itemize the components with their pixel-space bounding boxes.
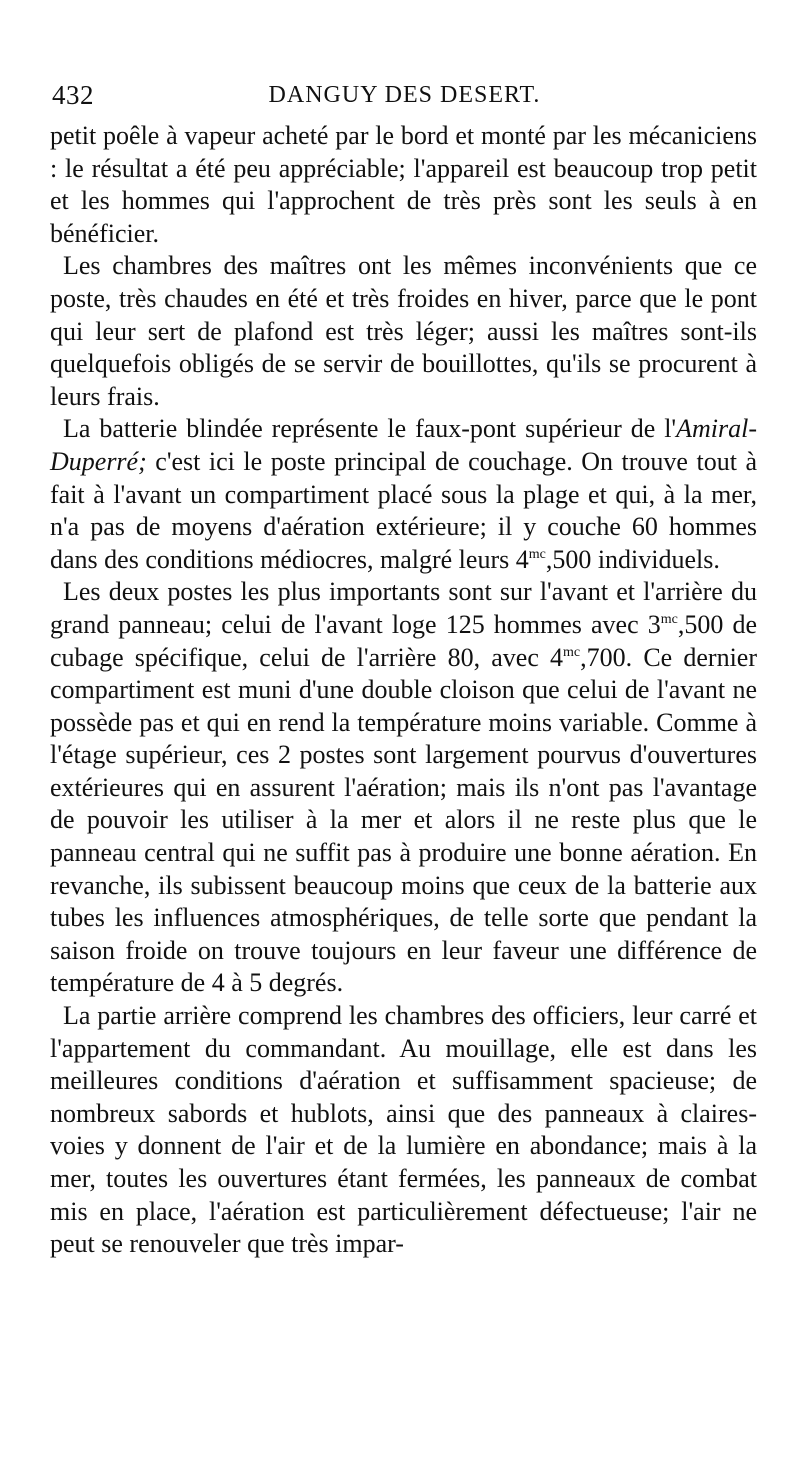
paragraph-4-text-b: ,500 de cubage spécifique, celui de l'arrière 80, avec 4 [50,609,758,672]
paragraph-2: Les chambres des maîtres ont les mêmes inconvénients que ce poste, très chaudes en été et très froides en hiver, parce que le pont qui leur sert de plafond est très léger; aussi les maîtres sont-ils quelquefois obligés de se servir de bouillottes, qu'ils se procurent à leurs frais. [50,251,757,411]
paragraph-3-text-b: c'est ici le poste principal de couchage. On trouve tout à fait à l'avant un compartiment placé sous la plage et qui, à la mer, n'a pas de moyens d'aération extérieure; il y couche 60 hommes dans des conditions médiocres, malgré leurs 4 [50,446,757,574]
body-text [50,120,757,1261]
page-number: 432 [52,80,94,110]
page-header [52,80,757,120]
unit-superscript: mc [563,644,581,660]
paragraph-4-text-a: Les deux postes les plus importants sont sur l'avant et l'arrière du grand panneau; celui de l'avant loge 125 hommes avec 3 [50,577,757,639]
running-title: DANGUY DES DESERT. [268,82,541,108]
paragraph-5: La partie arrière comprend les chambres des officiers, leur carré et l'appartement du commandant. Au mouillage, elle est dans les meilleures conditions d'aération et suffisamment spacieuse; de nombreux sabords et hublots, ainsi que des panneaux à claires-voies y donnent de l'air et de la lumière en abondance; mais à la mer, toutes les ouvertures étant fermées, les panneaux de combat mis en place, l'aération est particulièrement défectueuse; l'air ne peut se renouveler que très impar- [50,1001,757,1259]
paragraph-3-text-c: ,500 individuels. [545,544,720,574]
paragraph-3-text-a: La batterie blindée représente le faux-pont supérieur de l' [63,414,677,444]
paragraph-1: petit poêle à vapeur acheté par le bord et monté par les mécaniciens : le résultat a été peu appréciable; l'appareil est beaucoup trop petit et les hommes qui l'approchent de très près sont les seuls à en bénéficier. [50,121,757,248]
paragraph-3 [50,413,757,576]
paragraph-4-text-c: ,700. Ce dernier compartiment est muni d'une double cloison que celui de l'avant ne possède pas et qui en rend la température moins variable. Comme à l'étage supérieur, ces 2 postes sont largement pourvus d'ouvertures extérieures qui en assurent l'aération; mais ils n'ont pas l'avantage de pouvoir les utiliser à la mer et alors il ne reste plus que le panneau central qui ne suffit pas à produire une bonne aération. En revanche, ils subissent beaucoup moins que ceux de la batterie aux tubes les influences atmosphériques, de telle sorte que pendant la saison froide on trouve toujours en leur faveur une différence de température de 4 à 5 degrés. [50,642,757,998]
paragraph-4 [50,576,757,1000]
ship-name: Amiral-Duperré; [50,414,757,476]
unit-superscript: mc [528,546,546,562]
unit-superscript: mc [660,611,678,627]
